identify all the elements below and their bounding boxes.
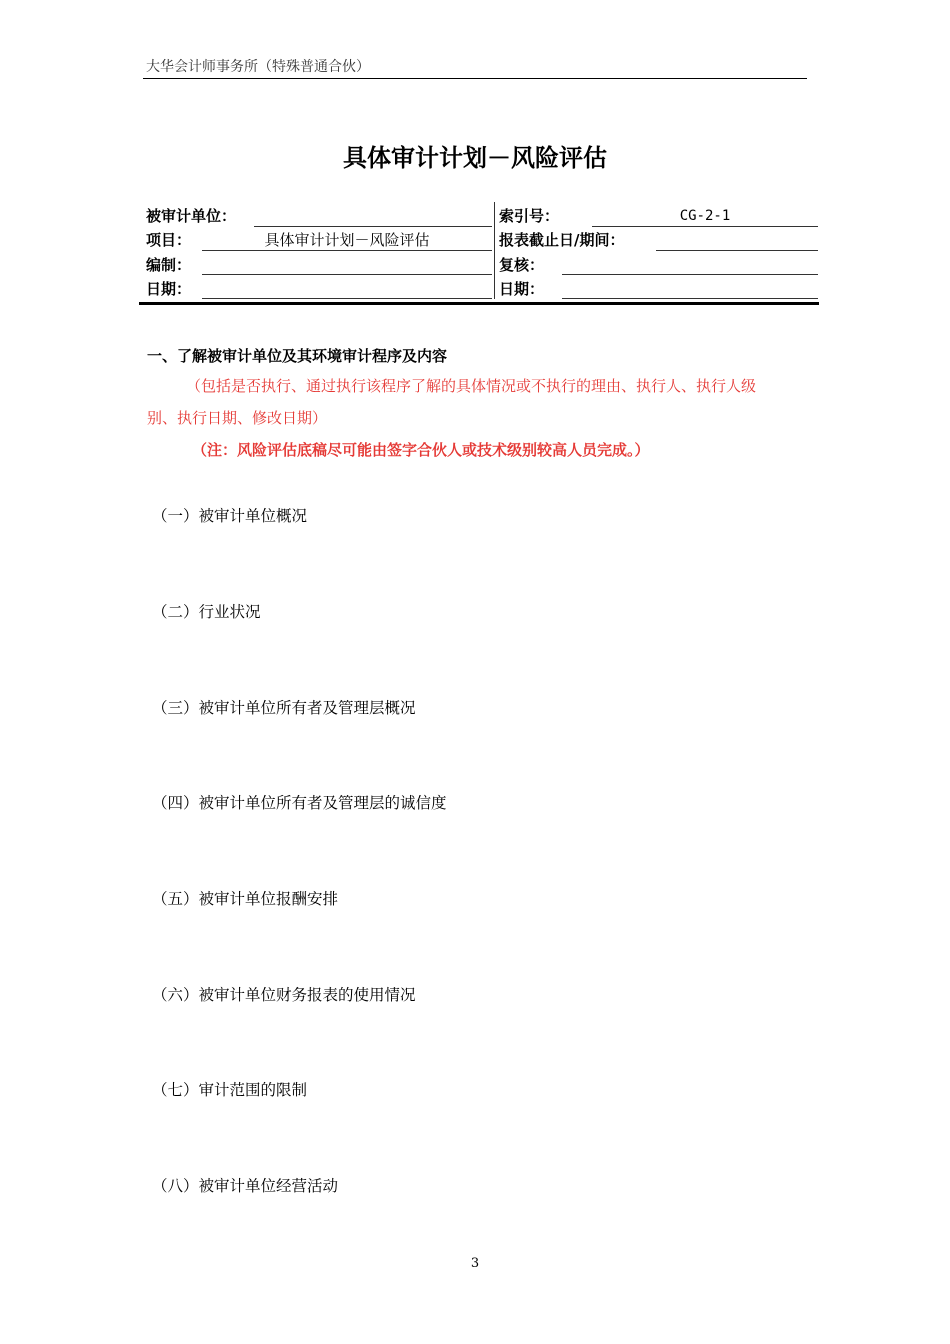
date-label-left: 日期： — [146, 280, 192, 298]
index-field[interactable]: CG-2-1 — [679, 208, 731, 224]
header-rule — [143, 78, 807, 79]
date-underline-left — [202, 298, 492, 299]
document-title: 具体审计计划－风险评估 — [343, 144, 607, 172]
subsection-heading: （六）被审计单位财务报表的使用情况 — [152, 986, 416, 1004]
subsection-heading: （四）被审计单位所有者及管理层的诚信度 — [152, 794, 447, 812]
subsection-heading: （七）审计范围的限制 — [152, 1081, 308, 1099]
subsection-heading: （三）被审计单位所有者及管理层概况 — [152, 699, 416, 717]
subsection-heading: （八）被审计单位经营活动 — [152, 1177, 339, 1195]
index-label: 索引号： — [499, 207, 560, 225]
section-heading: 一、了解被审计单位及其环境审计程序及内容 — [147, 347, 448, 365]
instruction-note-bold: （注：风险评估底稿尽可能由签字合伙人或技术级别较高人员完成。） — [192, 441, 650, 459]
subsection-heading: （二）行业状况 — [152, 603, 261, 621]
subsection-heading: （五）被审计单位报酬安排 — [152, 890, 339, 908]
page-number: 3 — [470, 1256, 480, 1271]
date-underline-right — [562, 298, 818, 299]
instruction-note-line1: （包括是否执行、通过执行该程序了解的具体情况或不执行的理由、执行人、执行人级 — [186, 377, 757, 395]
period-label: 报表截止日/期间： — [499, 231, 625, 249]
review-label: 复核： — [499, 256, 545, 274]
item-label: 项目： — [146, 231, 192, 249]
period-underline — [656, 250, 818, 251]
firm-name: 大华会计师事务所（特殊普通合伙） — [146, 59, 370, 75]
item-field[interactable]: 具体审计计划－风险评估 — [264, 231, 430, 249]
review-underline — [562, 274, 818, 275]
form-column-divider — [494, 202, 495, 299]
subsection-heading: （一）被审计单位概况 — [152, 507, 308, 525]
prepared-underline — [202, 274, 492, 275]
auditee-label: 被审计单位： — [146, 207, 237, 225]
item-underline — [202, 250, 492, 251]
date-label-right: 日期： — [499, 280, 545, 298]
index-underline — [592, 226, 818, 227]
auditee-underline — [254, 226, 492, 227]
form-bottom-rule — [139, 302, 819, 305]
instruction-note-line2: 别、执行日期、修改日期） — [147, 409, 328, 427]
prepared-label: 编制： — [146, 256, 192, 274]
